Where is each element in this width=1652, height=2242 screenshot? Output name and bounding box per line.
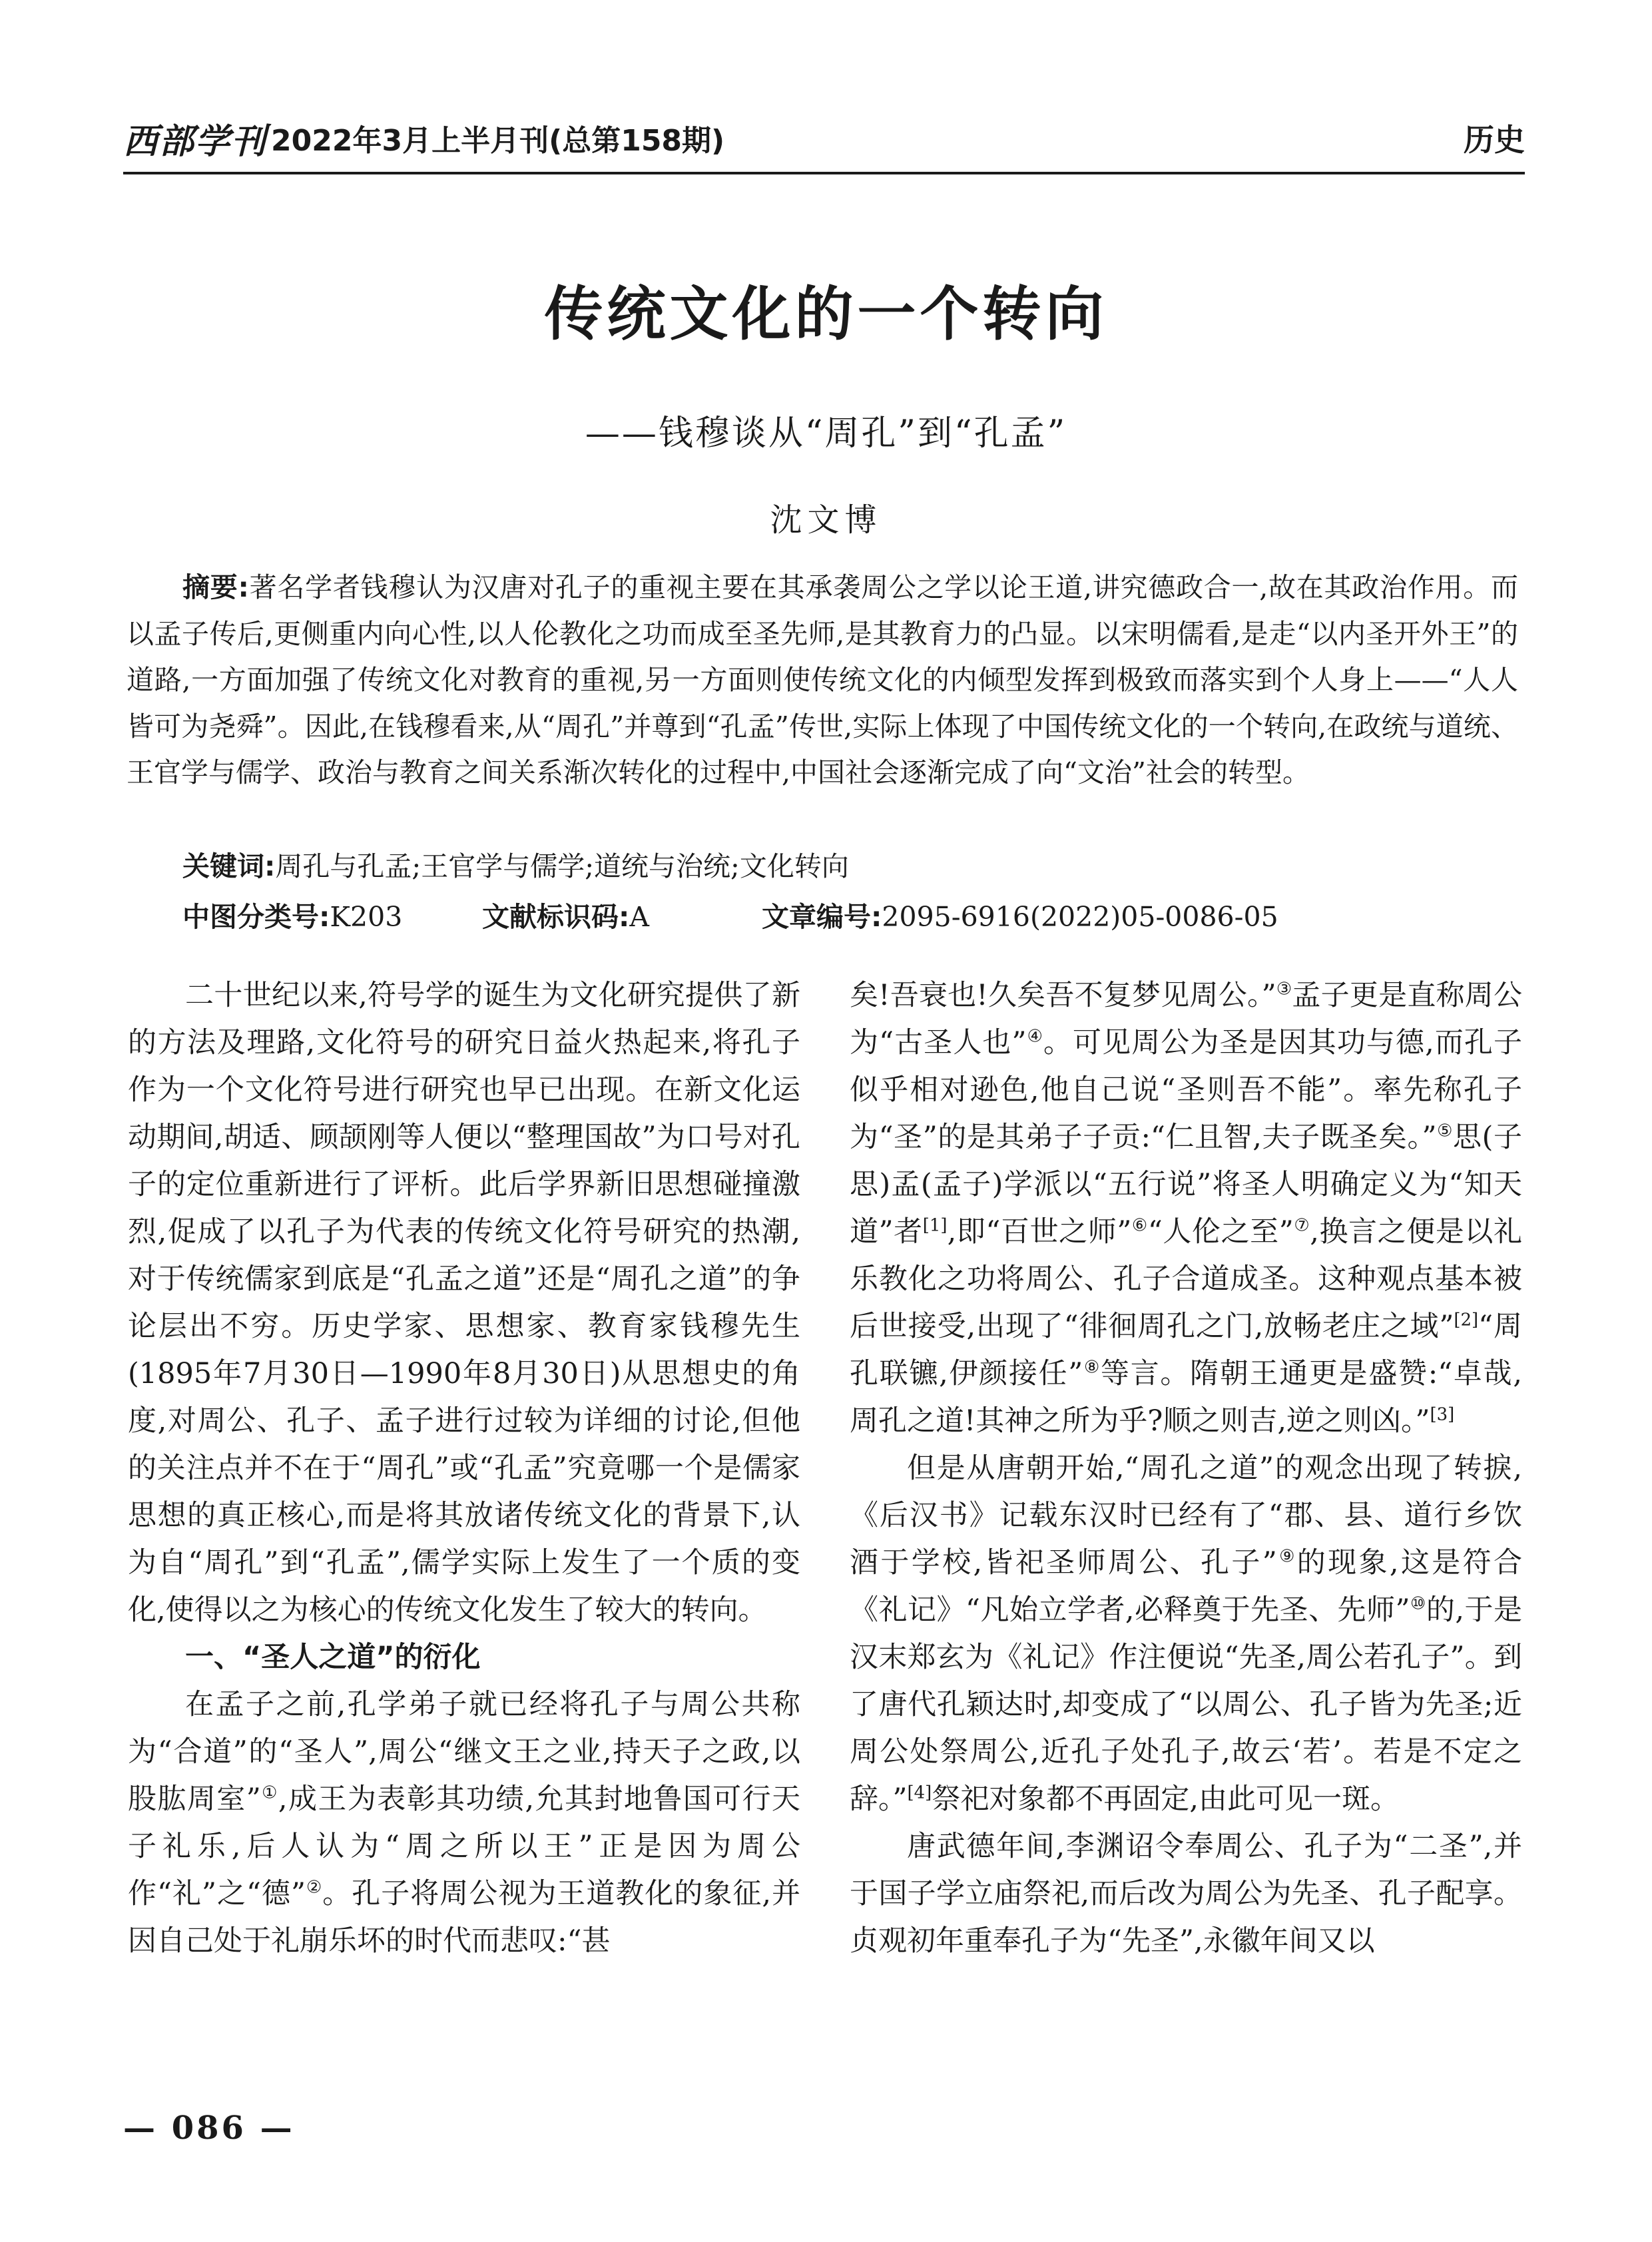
text-run: ,换言之便是以礼乐教化之功将周公、孔子合道成圣。这种观点基本被后世接受,出现了“徘徊周孔之门,放畅老庄之域” (850, 1215, 1522, 1343)
section-heading: 一、“圣人之道”的衍化 (185, 1641, 481, 1674)
footnote-ref: ⑥ (1131, 1215, 1148, 1236)
paragraph (850, 972, 1522, 1445)
article-subtitle: ——钱穆谈从“周孔”到“孔孟” (585, 414, 1067, 453)
article-number (762, 895, 1278, 934)
keywords-label: 关键词: (182, 850, 276, 882)
footnote-ref: ⑨ (1276, 1546, 1297, 1567)
document-code (482, 895, 762, 934)
text-run: ,成王为表彰其功绩,允其封地鲁国可行天子礼乐,后人认为“周之所以王”正是因为周公作“礼”之“德” (128, 1783, 800, 1910)
page-number: — 086 — (123, 2109, 295, 2147)
footnote-ref: ⑦ (1293, 1215, 1310, 1236)
text-run: 祭祀对象都不再固定,由此可见一斑。 (932, 1783, 1399, 1816)
paragraph (128, 1681, 800, 1965)
footnote-ref: ② (305, 1877, 323, 1898)
section-label: 历史 (1464, 122, 1525, 158)
clc-label: 中图分类号: (182, 901, 330, 933)
paragraph: 二十世纪以来,符号学的诞生为文化研究提供了新的方法及理路,文化符号的研究日益火热起来,将孔子作为一个文化符号进行研究也早已出现。在新文化运动期间,胡适、顾颉刚等人便以“整理国故”为口号对孔子的定位重新进行了评析。此后学界新旧思想碰撞激烈,促成了以孔子为代表的传统文化符号研究的热潮,对于传统儒家到底是“孔孟之道”还是“周孔之道”的争论层出不穷。历史学家、思想家、教育家钱穆先生(1895年7月30日—1990年8月30日)从思想史的角度,对周公、孔子、孟子进行过较为详细的讨论,但他的关注点并不在于“周孔”或“孔孟”究竟哪一个是儒家思想的真正核心,而是将其放诸传统文化的背景下,认为自“周孔”到“孔孟”,儒学实际上发生了一个质的变化,使得以之为核心的传统文化发生了较大的转向。 (128, 979, 800, 1627)
footnote-ref: ④ (1026, 1026, 1043, 1047)
reference-ref: [2] (1454, 1310, 1479, 1330)
footnote-ref: ③ (1276, 979, 1292, 999)
paragraph (850, 1445, 1522, 1823)
reference-ref: [1] (922, 1215, 948, 1236)
article-number-value: 2095-6916(2022)05-0086-05 (882, 901, 1278, 933)
text-run: 的,于是汉末郑玄为《礼记》作注便说“先圣,周公若孔子”。到了唐代孔颖达时,却变成了“以周公、孔子皆为先圣;近周公处祭周公,近孔子处孔子,故云‘若’。若是不定之辞。” (850, 1593, 1523, 1816)
footnote-ref: ① (260, 1783, 278, 1803)
keywords-text: 周孔与孔孟;王官学与儒学;道统与治统;文化转向 (275, 850, 849, 882)
abstract-label: 摘要: (182, 571, 249, 603)
keywords (182, 844, 849, 884)
text-run: ,即“百世之师” (947, 1215, 1132, 1249)
journal-logo: 西部学刊 (123, 121, 268, 162)
reference-ref: [4] (907, 1783, 932, 1803)
left-column (128, 972, 800, 1965)
text-run: 等言。隋朝王通更是盛赞:“卓哉,周孔之道!其神之所为乎?顺之则吉,逆之则凶。” (850, 1357, 1523, 1438)
text-run: 在孟子之前,孔学弟子就已经将孔子与周公共称为“合道”的“圣人”,周公“继文王之业,持天子之政,以股肱周室” (128, 1688, 800, 1816)
article-number-label: 文章编号: (762, 901, 882, 933)
text-run: “周孔联镳,伊颜接任” (850, 1310, 1523, 1390)
paragraph: 唐武德年间,李渊诏令奉周公、孔子为“二圣”,并于国子学立庙祭祀,而后改为周公为先圣、孔子配享。贞观初年重奉孔子为“先圣”,永徽年间又以 (850, 1830, 1522, 1958)
footnote-ref: ⑤ (1436, 1121, 1454, 1141)
abstract-text: 著名学者钱穆认为汉唐对孔子的重视主要在其承袭周公之学以论王道,讲究德政合一,故在其政治作用。而以孟子传后,更侧重内向心性,以人伦教化之功而成至圣先师,是其教育力的凸显。以宋明儒看,是走“以内圣开外王”的道路,一方面加强了传统文化对教育的重视,另一方面则使传统文化的内倾型发挥到极致而落实到个人身上——“人人皆可为尧舜”。因此,在钱穆看来,从“周孔”并尊到“孔孟”传世,实际上体现了中国传统文化的一个转向,在政统与道统、王官学与儒学、政治与教育之间关系渐次转化的过程中,中国社会逐渐完成了向“文治”社会的转型。 (127, 571, 1518, 788)
text-run: 的现象,这是符合《礼记》“凡始立学者,必释奠于先圣、先师” (850, 1546, 1523, 1627)
text-run: 但是从唐朝开始,“周孔之道”的观念出现了转捩,《后汉书》记载东汉时已经有了“郡、县、道行乡饮酒于学校,皆祀圣师周公、孔子” (850, 1452, 1522, 1579)
text-run: 矣!吾衰也!久矣吾不复梦见周公。” (850, 979, 1276, 1012)
article-meta (182, 895, 1448, 934)
clc-value: K203 (330, 901, 403, 933)
text-run: “人伦之至” (1147, 1215, 1294, 1249)
issue-info: 2022年3月上半月刊(总第158期) (271, 124, 725, 158)
doc-value: A (629, 901, 650, 933)
footnote-ref: ⑧ (1083, 1357, 1101, 1378)
text-run: 思(子思)孟(孟子)学派以“五行说”将圣人明确定义为“知天道”者 (850, 1121, 1523, 1249)
clc-code (182, 895, 482, 934)
header-divider (123, 172, 1525, 174)
text-run: 孟子更是直称周公为“古圣人也” (850, 979, 1523, 1059)
right-column (850, 972, 1522, 1965)
doc-label: 文献标识码: (482, 901, 630, 933)
header-left (123, 113, 724, 163)
article-title: 传统文化的一个转向 (544, 279, 1108, 348)
author-name: 沈文博 (770, 501, 882, 539)
text-run: 。可见周公为圣是因其功与德,而孔子似乎相对逊色,他自己说“圣则吾不能”。率先称孔子为“圣”的是其弟子子贡:“仁且智,夫子既圣矣。” (850, 1026, 1523, 1154)
running-header (123, 115, 1525, 161)
abstract (127, 565, 1518, 796)
text-run: 。孔子将周公视为王道教化的象征,并因自己处于礼崩乐坏的时代而悲叹:“甚 (128, 1877, 801, 1958)
footnote-ref: ⑩ (1410, 1593, 1426, 1614)
reference-ref: [3] (1430, 1404, 1455, 1425)
